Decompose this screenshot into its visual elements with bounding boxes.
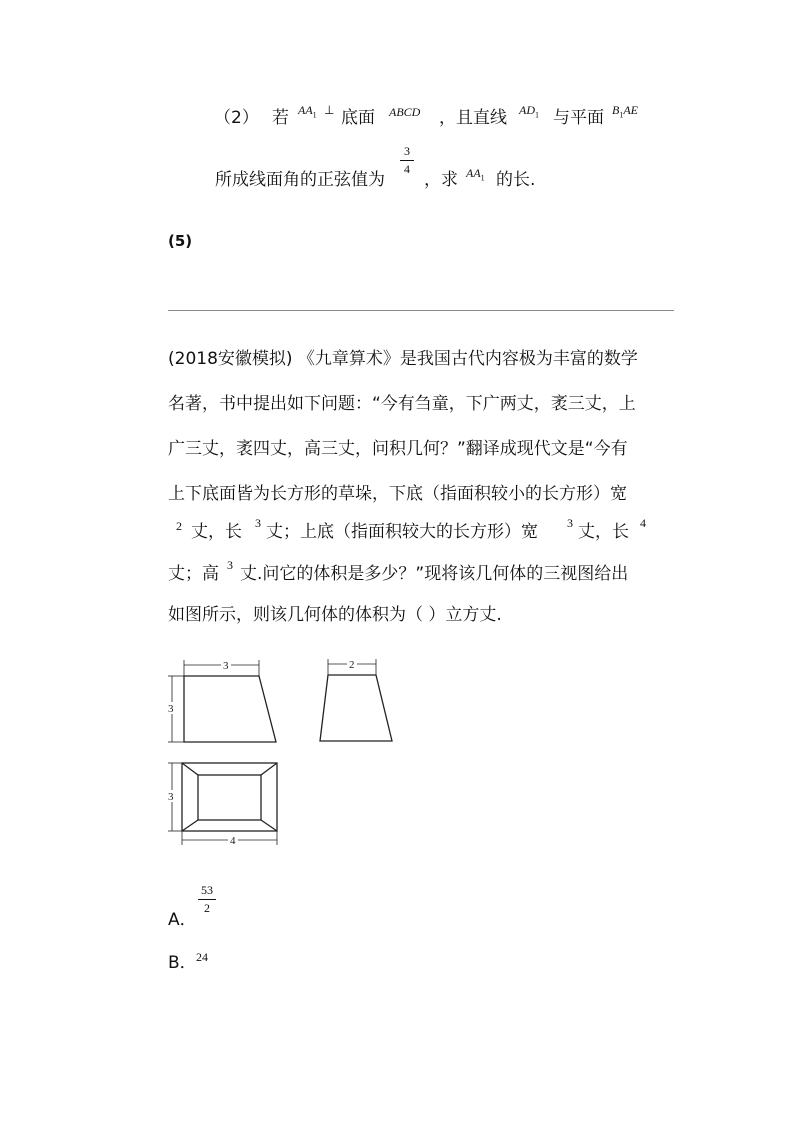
word-qiu: ，求: [424, 170, 458, 190]
value-length-lower: 3: [255, 516, 261, 530]
word-dimian: 底面: [341, 108, 375, 128]
front-view-shape: [184, 676, 276, 742]
math-b1ae: $B_1AE$: [612, 103, 639, 120]
word-de-chang: 的长.: [496, 170, 536, 190]
problem-line-5b: 丈；上底（指面积较大的长方形）宽: [266, 522, 538, 542]
math-aa1-b: $AA_1$: [466, 166, 485, 183]
problem-line-1: (2018安徽模拟) 《九章算术》是我国古代内容极为丰富的数学: [168, 349, 638, 369]
dim-side-top: 2: [349, 659, 355, 671]
math-ad1: $AD_1$: [519, 103, 539, 120]
section-label: (5): [168, 232, 193, 250]
problem-line-6a: 丈；高: [168, 564, 219, 584]
value-width-lower: 2: [176, 519, 182, 533]
problem-line-6b: 丈.问它的体积是多少？”现将该几何体的三视图给出: [240, 564, 629, 584]
divider: [168, 310, 674, 311]
problem-line-4: 上下底面皆为长方形的草垛，下底（指面积较小的长方形）宽: [168, 484, 627, 504]
option-b-value: 24: [196, 950, 208, 964]
side-view-shape: [320, 675, 392, 741]
dim-front-height: 3: [168, 703, 174, 715]
option-a-fraction: 53 2: [198, 884, 216, 915]
three-view-figure: [160, 650, 410, 850]
dim-front-top: 3: [223, 660, 229, 672]
value-height: 3: [227, 558, 233, 572]
option-a-label: A．: [168, 910, 197, 930]
problem-line-7: 如图所示，则该几何体的体积为（ ）立方丈.: [168, 605, 502, 625]
value-length-upper: 4: [640, 516, 646, 530]
top-view-inner: [198, 775, 261, 820]
math-aa1: $AA_1$: [298, 103, 317, 120]
problem-line-5c: 丈，长: [578, 522, 629, 542]
problem-line-2: 名著，书中提出如下问题：“今有刍童，下广两丈，袤三丈，上: [168, 394, 636, 414]
part2-number: （2）: [214, 108, 259, 128]
dim-top-bottom: 4: [230, 835, 236, 847]
dim-top-height: 3: [168, 791, 174, 803]
word-yu: 与平面: [553, 108, 604, 128]
problem-line-3: 广三丈，袤四丈，高三丈，问积几何？”翻译成现代文是“今有: [168, 439, 628, 459]
word-qie: ，且直线: [439, 108, 507, 128]
part2-line1: [214, 106, 259, 130]
value-width-upper: 3: [567, 516, 573, 530]
perp-symbol: ⊥: [324, 103, 335, 117]
math-abcd: ABCD: [389, 105, 421, 119]
option-b-label: B．: [168, 953, 197, 973]
part2-line2: 所成线面角的正弦值为: [215, 170, 385, 190]
problem-line-5a: 丈，长: [191, 522, 242, 542]
word-ruo: 若: [272, 108, 289, 128]
fraction-three-quarters: 3 4: [400, 145, 414, 176]
